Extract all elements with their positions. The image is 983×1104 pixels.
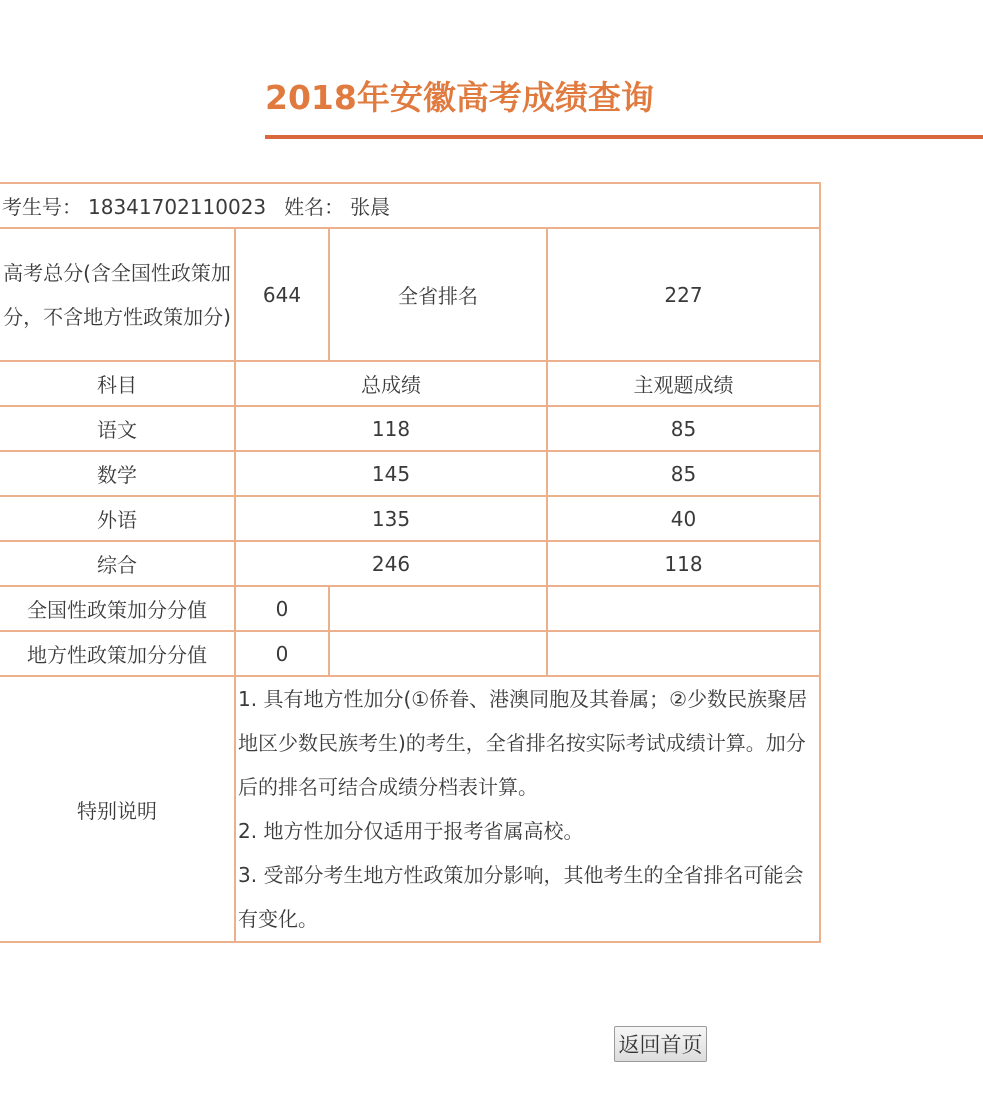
empty-cell bbox=[547, 586, 820, 631]
total-score-value: 644 bbox=[235, 228, 329, 361]
subject-total: 135 bbox=[235, 496, 547, 541]
page-title: 2018年安徽高考成绩查询 bbox=[265, 78, 654, 117]
subject-total: 145 bbox=[235, 451, 547, 496]
student-info-row bbox=[0, 183, 820, 228]
national-bonus-value: 0 bbox=[235, 586, 329, 631]
subject-subjective: 40 bbox=[547, 496, 820, 541]
notes-content bbox=[235, 676, 820, 942]
student-id-label: 考生号： bbox=[2, 195, 82, 219]
student-info-cell bbox=[0, 183, 820, 228]
header-subject: 科目 bbox=[0, 361, 235, 406]
note-item: 3. 受部分考生地方性政策加分影响，其他考生的全省排名可能会有变化。 bbox=[238, 863, 804, 931]
note-item: 2. 地方性加分仅适用于报考省属高校。 bbox=[238, 819, 584, 843]
student-name-value: 张晨 bbox=[350, 195, 391, 219]
local-bonus-row bbox=[0, 631, 820, 676]
local-bonus-value: 0 bbox=[235, 631, 329, 676]
notes-row bbox=[0, 676, 820, 942]
table-row bbox=[0, 451, 820, 496]
empty-cell bbox=[329, 586, 547, 631]
back-home-button[interactable]: 返回首页 bbox=[614, 1026, 707, 1062]
subject-name: 外语 bbox=[0, 496, 235, 541]
student-id-value: 18341702110023 bbox=[88, 195, 267, 219]
header-subjective: 主观题成绩 bbox=[547, 361, 820, 406]
score-table bbox=[0, 182, 821, 943]
student-name-label: 姓名： bbox=[284, 195, 345, 219]
subject-total: 118 bbox=[235, 406, 547, 451]
subject-name: 综合 bbox=[0, 541, 235, 586]
subject-name: 语文 bbox=[0, 406, 235, 451]
table-row bbox=[0, 496, 820, 541]
local-bonus-label: 地方性政策加分分值 bbox=[0, 631, 235, 676]
empty-cell bbox=[329, 631, 547, 676]
subject-header-row bbox=[0, 361, 820, 406]
national-bonus-label: 全国性政策加分分值 bbox=[0, 586, 235, 631]
title-underline bbox=[265, 135, 983, 139]
subject-subjective: 85 bbox=[547, 406, 820, 451]
notes-label: 特别说明 bbox=[0, 676, 235, 942]
total-score-row bbox=[0, 228, 820, 361]
subject-subjective: 85 bbox=[547, 451, 820, 496]
subject-subjective: 118 bbox=[547, 541, 820, 586]
table-row bbox=[0, 541, 820, 586]
empty-cell bbox=[547, 631, 820, 676]
total-score-label: 高考总分(含全国性政策加分，不含地方性政策加分) bbox=[0, 228, 235, 361]
subject-total: 246 bbox=[235, 541, 547, 586]
header-total: 总成绩 bbox=[235, 361, 547, 406]
note-item: 1. 具有地方性加分(①侨眷、港澳同胞及其眷属；②少数民族聚居地区少数民族考生)的考生，全省排名按实际考试成绩计算。加分后的排名可结合成绩分档表计算。 bbox=[238, 687, 808, 799]
table-row bbox=[0, 406, 820, 451]
rank-label: 全省排名 bbox=[329, 228, 547, 361]
subject-name: 数学 bbox=[0, 451, 235, 496]
rank-value: 227 bbox=[547, 228, 820, 361]
national-bonus-row bbox=[0, 586, 820, 631]
